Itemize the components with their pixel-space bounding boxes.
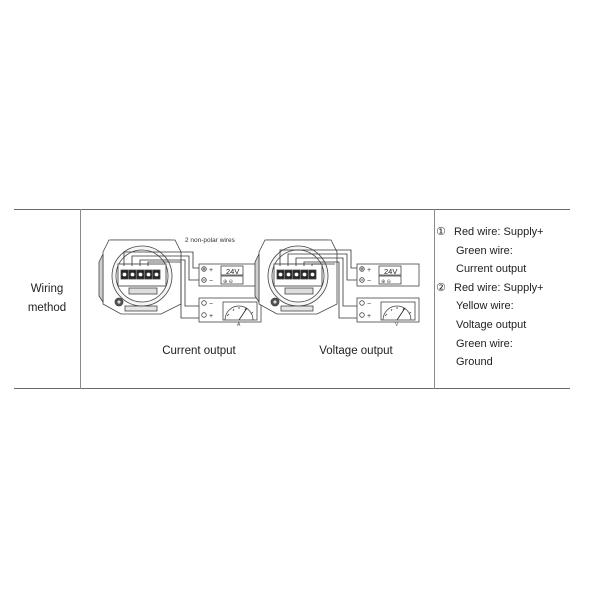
table-bottom-border: [14, 388, 570, 389]
desc-item-2-text-1: Red wire: Supply+: [454, 281, 544, 294]
left-display-value: 24V: [226, 267, 240, 276]
desc-item-1-marker: ①: [436, 226, 446, 238]
right-display-sub: ⊕ ⊖: [381, 279, 391, 285]
wiring-description: [436, 223, 571, 372]
right-meter-unit: V: [395, 322, 399, 328]
svg-text:+: +: [209, 313, 214, 320]
row-label-line-1: Wiring: [30, 283, 64, 295]
desc-item-2-line-4: Green wire:: [456, 337, 513, 350]
desc-item-1-line-3: Current output: [456, 263, 527, 276]
wiring-diagrams-svg: [81, 210, 433, 388]
svg-text:−: −: [209, 301, 214, 308]
svg-text:−: −: [367, 278, 372, 285]
row-label-line-2: method: [27, 302, 67, 314]
current-output-caption: Current output: [162, 345, 236, 357]
row-label: [14, 209, 80, 389]
current-output-diagram: [99, 240, 261, 322]
desc-item-2-line-2: Yellow wire:: [456, 300, 514, 313]
desc-item-2-line-1: [436, 279, 571, 298]
column-divider-2: [434, 209, 435, 389]
left-meter-unit: A: [237, 322, 241, 328]
desc-item-2-line-3: Voltage output: [456, 318, 527, 331]
svg-text:−: −: [209, 278, 214, 285]
right-display-value: 24V: [384, 267, 398, 276]
wiring-method-table: [14, 209, 570, 389]
desc-item-1-text-1: Red wire: Supply+: [454, 226, 544, 238]
svg-text:−: −: [367, 301, 372, 308]
desc-item-1-line-1: [436, 223, 571, 242]
voltage-output-caption: Voltage output: [319, 345, 393, 357]
voltage-output-diagram: [255, 240, 419, 322]
left-display-sub: ⊕ ⊖: [223, 279, 233, 285]
svg-text:+: +: [367, 267, 372, 274]
wiring-diagrams: [81, 210, 433, 388]
desc-item-2-marker: ②: [436, 281, 446, 294]
desc-item-1-line-2: Green wire:: [456, 244, 513, 257]
annotation-non-polar: 2 non-polar wires: [185, 237, 235, 244]
svg-text:+: +: [367, 313, 372, 320]
desc-item-2-line-5: Ground: [456, 356, 493, 369]
svg-text:+: +: [209, 267, 214, 274]
